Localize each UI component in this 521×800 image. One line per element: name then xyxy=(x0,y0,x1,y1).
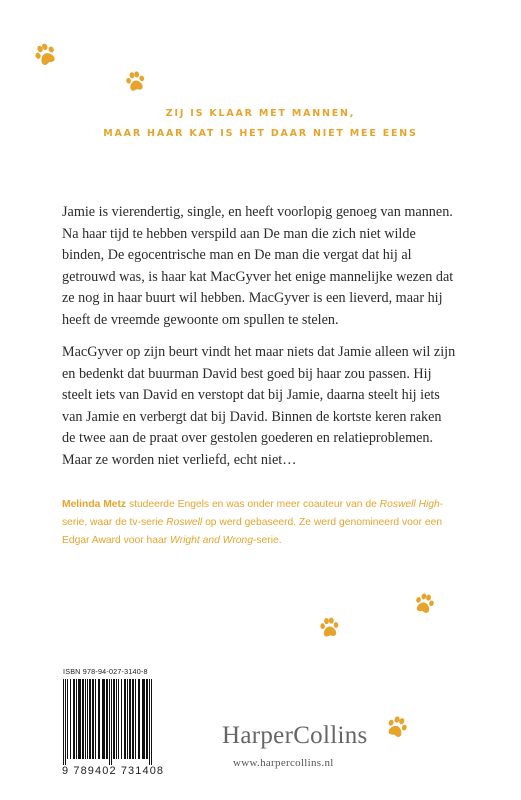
barcode-bar xyxy=(135,679,136,759)
barcode-bar xyxy=(118,679,119,759)
bio-line-3 xyxy=(62,532,472,550)
tagline-line-1: ZIJ IS KLAAR MET MANNEN, xyxy=(165,108,356,119)
barcode-bar xyxy=(127,679,128,759)
bio-text: -serie. xyxy=(252,535,282,546)
bio-text: op werd gebaseerd. Ze werd genomineerd voor een xyxy=(202,517,443,528)
tagline-line-2: MAAR HAAR KAT IS HET DAAR NIET MEE EENS xyxy=(103,128,418,139)
barcode-bar xyxy=(151,679,152,765)
barcode-bar xyxy=(70,679,71,759)
barcode-digits: 9 789402 731408 xyxy=(62,765,165,777)
series-title: Wright and Wrong xyxy=(170,535,253,546)
tagline xyxy=(0,104,521,144)
isbn-label: ISBN 978-94-027-3140-8 xyxy=(63,667,148,676)
series-title: Roswell High xyxy=(379,499,440,510)
blurb-paragraph-2 xyxy=(62,342,462,472)
bio-line-1 xyxy=(62,496,472,514)
bio-text: serie, waar de tv-serie xyxy=(62,517,167,528)
barcode-bar xyxy=(78,679,81,759)
blurb-line: MacGyver op zijn beurt vindt het maar niets dat Jamie alleen wil zijn xyxy=(62,344,456,360)
blurb-line: ze nog in haar buurt wil hebben. MacGyver is een lieverd, maar hij xyxy=(62,290,443,307)
paw-print-icon xyxy=(122,68,149,95)
barcode-bar xyxy=(92,679,94,759)
bio-text: studeerde Engels en was onder meer coauteur van de xyxy=(126,499,380,510)
blurb-line: Jamie is vierendertig, single, en heeft voorlopig genoeg van mannen. xyxy=(62,204,453,220)
author-bio xyxy=(62,496,472,550)
blurb-line: binden, De egocentrische man en De man die vergat dat hij al xyxy=(62,247,412,264)
author-name: Melinda Metz xyxy=(62,499,127,510)
blurb-line: getrouwd was, is haar kat MacGyver het enige mannelijke wezen dat xyxy=(62,268,454,285)
barcode-bar xyxy=(129,679,131,759)
barcode-bar xyxy=(76,679,77,759)
barcode-bar xyxy=(149,679,150,765)
blurb-line: Na haar tijd te hebben verspild aan De man die zich niet wilde xyxy=(62,225,416,242)
blurb-line: van Jamie en verbergt dat bij David. Binnen de kortste keren raken xyxy=(62,408,442,425)
bio-text: Edgar Award voor haar xyxy=(62,535,170,546)
barcode-bar xyxy=(116,679,117,759)
paw-print-icon xyxy=(29,38,62,71)
barcode-bar xyxy=(124,679,126,759)
blurb-line: heeft de vreemde gewoonte om spullen te stelen. xyxy=(62,311,339,328)
blurb-line: en bedenkt dat buurman David best goed bij haar zou passen. Hij xyxy=(62,365,432,382)
series-title: Roswell xyxy=(166,517,203,528)
paw-print-icon xyxy=(382,712,413,743)
barcode-bar xyxy=(87,679,88,759)
publisher-website: www.harpercollins.nl xyxy=(233,757,334,769)
paw-print-icon xyxy=(317,615,342,640)
barcode-bar xyxy=(65,679,66,765)
barcode-bar xyxy=(121,679,122,759)
blurb-line: Maar ze worden niet verliefd, echt niet… xyxy=(62,451,297,468)
bio-line-2 xyxy=(62,514,472,532)
barcode-bar xyxy=(106,679,108,759)
barcode xyxy=(62,679,170,765)
barcode-bar xyxy=(85,679,86,759)
blurb-line: steelt iets van David en verstopt dat bij Jamie, daarna steelt hij iets xyxy=(62,387,440,404)
barcode-bar xyxy=(95,679,96,759)
barcode-bar xyxy=(146,679,148,759)
barcode-bar xyxy=(109,679,110,765)
barcode-bar xyxy=(73,679,75,759)
barcode-bar xyxy=(132,679,134,759)
barcode-bar xyxy=(138,679,140,759)
barcode-bar xyxy=(82,679,84,759)
barcode-bar xyxy=(89,679,91,759)
blurb-paragraph-1 xyxy=(62,202,462,332)
barcode-bar xyxy=(113,679,115,759)
barcode-bar xyxy=(67,679,68,759)
publisher-logo: HarperCollins xyxy=(222,722,368,749)
barcode-bar xyxy=(63,679,64,765)
barcode-bar xyxy=(98,679,100,759)
bio-text: - xyxy=(439,499,444,510)
paw-print-icon xyxy=(410,589,438,617)
barcode-bar xyxy=(142,679,145,759)
blurb-line: de twee aan de praat over gestolen goederen en relatieproblemen. xyxy=(62,430,434,447)
barcode-bar xyxy=(111,679,112,765)
barcode-bar xyxy=(102,679,105,759)
